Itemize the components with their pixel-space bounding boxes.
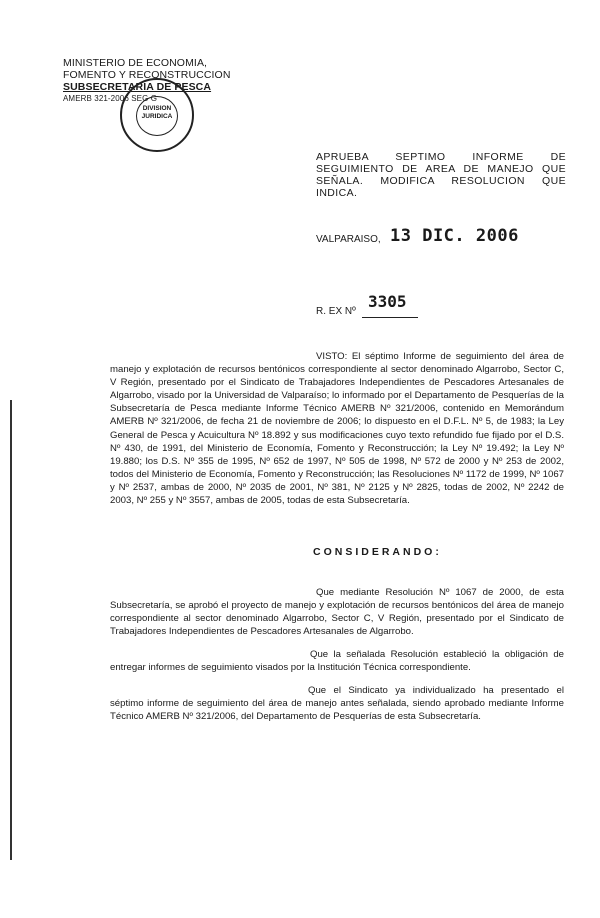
considerando-paragraph-3 [110,684,564,723]
reference-code: AMERB 321-2006 SEG G [63,94,158,103]
stamped-date: 13 DIC. 2006 [390,226,519,246]
document-subject: APRUEBA SEPTIMO INFORME DE SEGUIMIENTO DE AREA DE MANEJO QUE SEÑALA. MODIFICA RESOLUCION QUE INDICA. [316,151,566,199]
subsecretaria-name: SUBSECRETARIA DE PESCA [63,81,212,93]
visto-section [110,350,564,507]
scan-margin-line [10,400,12,860]
place-label: VALPARAISO, [316,234,381,245]
resolution-number: 3305 [368,292,407,311]
considerando-heading: CONSIDERANDO: [313,546,442,558]
considerando-paragraph-1 [110,586,564,638]
considerando-1-text: Que mediante Resolución Nº 1067 de 2000, de esta Subsecretaría, se aprobó el proyecto de manejo y explotación de recursos bentónicos del área de manejo correspondiente al sector denominado Algarrobo, Sector C, V Región, presentado por el Sindicato de Trabajadores Independientes de Pescadores Artesanales de Algarrobo. [110,587,564,638]
visto-text: El séptimo Informe de seguimiento del área de manejo y explotación de recursos bentónicos correspondiente al sector denominado Algarrobo, Sector C, V Región, presentado por el Sindicato de Trabajadores Independientes de Pescadores Artesanales de Algarrobo, visado por la Universidad de Valparaíso; lo informado por el Departamento de Pesquerías de la Subsecretaría de Pesca mediante Informe Técnico AMERB Nº 321/2006, contenido en Memorándum AMERB Nº 321/2006, de fecha 21 de noviembre de 2006; lo dispuesto en el D.F.L. Nº 5, de 1983; la Ley General de Pesca y Acuicultura Nº 18.892 y sus modificaciones cuyo texto refundido fue fijado por el D.S. Nº 430, de 1991, del Ministerio de Economía, Fomento y Reconstrucción; la Ley Nº 19.492; la Ley Nº 19.880; los D.S. Nº 355 de 1995, Nº 652 de 1997, Nº 505 de 1998, Nº 572 de 2000 y Nº 253 de 2002, todos del Ministerio de Economía, Fomento y Reconstrucción; las Resoluciones Nº 1172 de 1999, Nº 1067 y Nº 2537, ambas de 2000, Nº 2035 de 2001, Nº 381, Nº 2125 y Nº 2825, todas de 2002, Nº 2242 de 2003, Nº 255 y Nº 3557, ambas de 2005, todas de esta Subsecretaría. [110,351,564,507]
ministry-name-line1: MINISTERIO DE ECONOMIA, [63,57,208,69]
considerando-paragraph-2 [110,648,564,674]
resolution-underline [362,317,418,318]
visto-label: VISTO: [316,351,348,362]
considerando-3-text: Que el Sindicato ya individualizado ha presentado el séptimo informe de seguimiento del área de manejo antes señalada, siendo aprobado mediante Informe Técnico AMERB Nº 321/2006, del Departamento de Pesquerías de esta Subsecretaría. [110,685,564,723]
ministry-name-line2: FOMENTO Y RECONSTRUCCION [63,69,231,81]
stamp-text: DIVISION JURIDICA [141,105,173,120]
resolution-label: R. EX Nº [316,306,356,317]
considerando-2-text: Que la señalada Resolución estableció la obligación de entregar informes de seguimiento visados por la Institución Técnica correspondiente. [110,649,564,674]
